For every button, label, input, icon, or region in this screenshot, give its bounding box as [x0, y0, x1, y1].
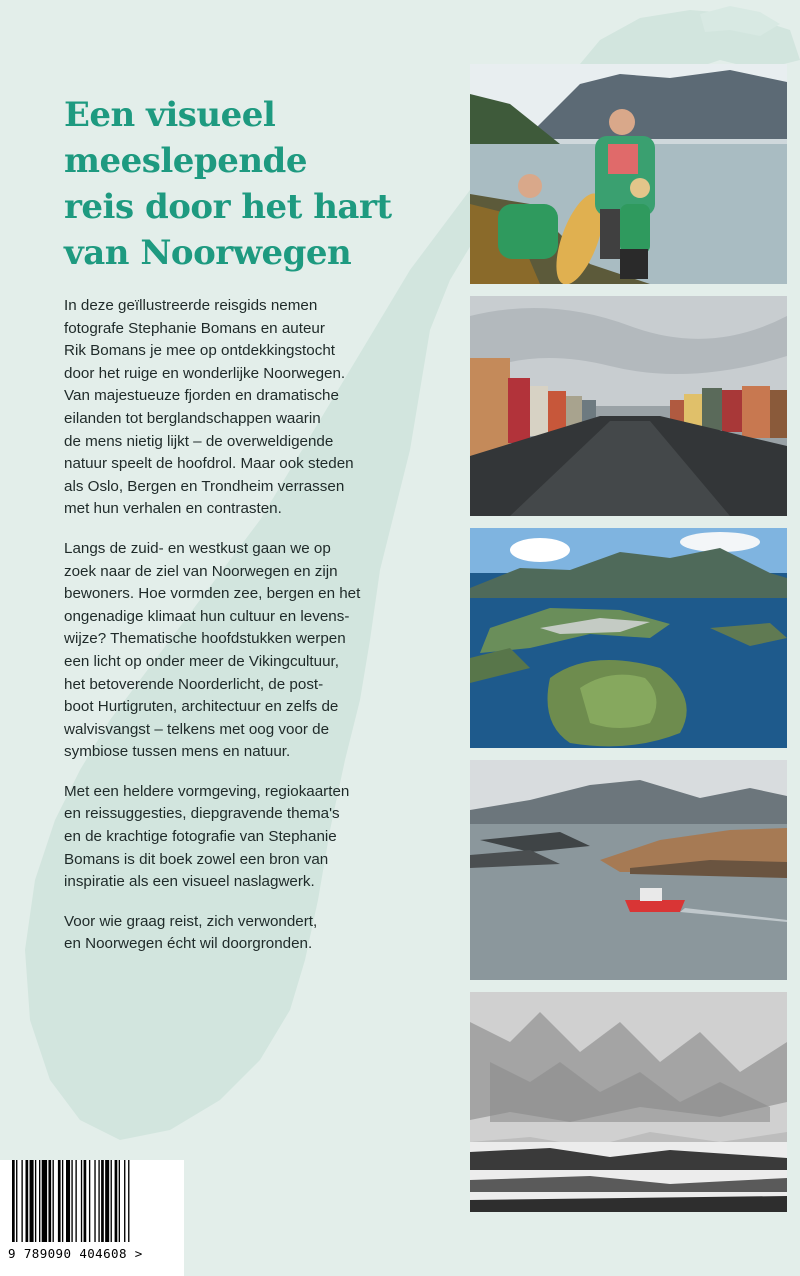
barcode-bar: [35, 1160, 36, 1242]
title-line: Een visueel: [64, 95, 276, 135]
page-title: [64, 92, 444, 276]
text-line: boot Hurtigruten, architectuur en zelfs de: [64, 698, 339, 716]
barcode-bar: [89, 1160, 90, 1242]
text-line: wijze? Thematische hoofdstukken werpen: [64, 630, 346, 648]
paragraph-closing: [64, 911, 412, 956]
title-line: reis door het hart: [64, 187, 392, 227]
barcode-bar: [12, 1160, 15, 1242]
text-line: en Noorwegen écht wil doorgronden.: [64, 935, 313, 953]
text-line: de mens nietig lijkt – de overweldigende: [64, 432, 334, 450]
barcode-bar: [26, 1160, 29, 1242]
barcode-bar: [71, 1160, 72, 1242]
text-line: ongenadige klimaat hun cultuur en levens-: [64, 607, 350, 625]
text-line: inspiratie als een visueel naslagwerk.: [64, 873, 315, 891]
barcode-bar: [30, 1160, 34, 1242]
text-line: een licht op onder meer de Vikingcultuur,: [64, 652, 339, 670]
barcode-bar: [119, 1160, 120, 1242]
photo-wharf-houses: [470, 296, 787, 516]
barcode-bar: [21, 1160, 22, 1242]
text-line: In deze geïllustreerde reisgids nemen: [64, 297, 318, 314]
text-line: bewoners. Hoe vormden zee, bergen en het: [64, 585, 361, 603]
barcode-bar: [39, 1160, 40, 1242]
barcode-bar: [81, 1160, 82, 1242]
barcode-bar: [84, 1160, 87, 1242]
barcode-bar: [101, 1160, 104, 1242]
text-line: Met een heldere vormgeving, regiokaarten: [64, 782, 350, 800]
barcode-bar: [75, 1160, 76, 1242]
barcode-bars: [10, 1160, 170, 1242]
paragraph-coast: [64, 538, 412, 764]
text-line: Bomans is dit boek zowel een bron van: [64, 850, 329, 868]
title-line: meeslepende: [64, 141, 307, 181]
body-text: [64, 295, 412, 973]
barcode-bar: [94, 1160, 95, 1242]
text-line: natuur speelt de hoofdrol. Maar ook steden: [64, 455, 354, 473]
photo-kayak-family: [470, 64, 787, 284]
barcode-bar: [98, 1160, 99, 1242]
text-line: zoek naar de ziel van Noorwegen en zijn: [64, 562, 338, 580]
barcode-bar: [62, 1160, 63, 1242]
text-line: en reissuggesties, diepgravende thema's: [64, 805, 340, 823]
barcode-bar: [48, 1160, 51, 1242]
barcode-bar: [16, 1160, 17, 1242]
barcode-bar: [105, 1160, 109, 1242]
isbn-barcode: [0, 1160, 184, 1276]
text-line: Langs de zuid- en westkust gaan we op: [64, 539, 331, 557]
barcode-bar: [115, 1160, 118, 1242]
barcode-bar: [42, 1160, 47, 1242]
barcode-bar: [111, 1160, 112, 1242]
barcode-digits: 9 789090 404608 >: [8, 1246, 143, 1261]
paragraph-intro: [64, 295, 412, 521]
text-line: met hun verhalen en contrasten.: [64, 500, 282, 518]
barcode-bar: [128, 1160, 129, 1242]
photo-aerial-islands: [470, 528, 787, 748]
barcode-bar: [66, 1160, 70, 1242]
barcode-bar: [58, 1160, 61, 1242]
barcode-bar: [53, 1160, 54, 1242]
photo-snowy-mountains: [470, 992, 787, 1212]
text-line: fotografe Stephanie Bomans en auteur: [64, 319, 325, 337]
text-line: symbiose tussen mens en natuur.: [64, 743, 291, 761]
barcode-bar: [124, 1160, 125, 1242]
text-line: eilanden tot berglandschappen waarin: [64, 409, 321, 427]
text-line: en de krachtige fotografie van Stephanie: [64, 828, 337, 846]
text-line: Voor wie graag reist, zich verwondert,: [64, 912, 318, 930]
text-line: als Oslo, Bergen en Trondheim verrassen: [64, 477, 345, 495]
paragraph-design: [64, 781, 412, 894]
text-line: door het ruige en wonderlijke Noorwegen.: [64, 364, 346, 382]
text-line: Van majestueuze fjorden en dramatische: [64, 387, 339, 405]
text-line: het betoverende Noorderlicht, de post-: [64, 675, 324, 693]
photo-red-boat: [470, 760, 787, 980]
title-line: van Noorwegen: [64, 233, 352, 273]
text-line: walvisvangst – telkens met oog voor de: [64, 720, 330, 738]
text-line: Rik Bomans je mee op ontdekkingstocht: [64, 342, 335, 360]
